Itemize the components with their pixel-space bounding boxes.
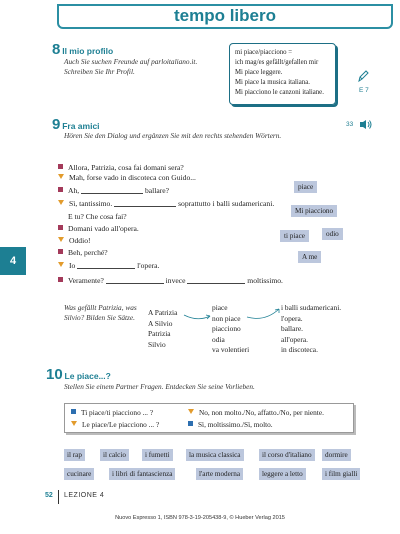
object-item: l'opera. bbox=[281, 313, 303, 323]
exercise-9-instruction: Hören Sie den Dialog und ergänzen Sie mit den rechts stehenden Wörtern. bbox=[64, 131, 282, 140]
object-item: i balli sudamericani. bbox=[281, 303, 342, 312]
answer-marker-icon bbox=[188, 409, 194, 414]
instruction-line: Silvio? Bilden Sie Sätze. bbox=[64, 313, 135, 322]
dialogue-line: Sì, tantissimo. soprattutto i balli sudamericani. bbox=[58, 199, 274, 209]
hobby-chip[interactable]: cucinare bbox=[64, 468, 94, 480]
hobby-chip[interactable]: i libri di fantascienza bbox=[109, 468, 175, 480]
exercise-10-title: Le piace...? bbox=[64, 371, 111, 381]
answer-blank[interactable] bbox=[77, 262, 135, 269]
dialogue-line: Beh, perché? bbox=[58, 248, 108, 258]
answer-marker-icon bbox=[188, 421, 193, 426]
dialogue-line: E tu? Che cosa fai? bbox=[68, 212, 127, 221]
word-chip[interactable]: Mi piacciono bbox=[291, 205, 337, 217]
verb-item: va volentieri bbox=[212, 345, 250, 354]
instruction-line: Was gefällt Patrizia, was bbox=[64, 303, 137, 312]
footer-divider bbox=[58, 490, 59, 504]
object-item: all'opera. bbox=[281, 334, 308, 344]
speaker-b-icon bbox=[58, 174, 64, 179]
word-chip[interactable]: odio bbox=[322, 228, 343, 240]
exercise-10-number: 10 bbox=[46, 366, 63, 383]
page-number: 52 bbox=[45, 492, 53, 499]
exercise-8-number: 8 bbox=[52, 41, 61, 58]
speaker-a-icon bbox=[58, 187, 63, 192]
object-column bbox=[281, 303, 341, 356]
dialogue-line: Oddio! bbox=[58, 236, 91, 246]
instruction-line: Auch Sie suchen Freunde auf parloitaliano.it. bbox=[64, 57, 198, 66]
exercise-8-heading bbox=[52, 41, 113, 58]
prompt-line: Le piace/Le piacciono ... ? bbox=[71, 420, 159, 430]
verb-item: piace bbox=[212, 303, 228, 312]
lesson-label: LEZIONE 4 bbox=[64, 492, 105, 499]
exercise-8-title: Il mio profilo bbox=[62, 46, 114, 56]
exercise-10-heading bbox=[46, 366, 111, 383]
subject-item: A Patrizia bbox=[148, 308, 178, 317]
word-chip[interactable]: ti piace bbox=[280, 230, 309, 242]
hobby-chip[interactable]: il rap bbox=[64, 449, 85, 461]
matching-instruction bbox=[64, 303, 137, 323]
verb-item: odia bbox=[212, 334, 225, 344]
object-item: ballare. bbox=[281, 324, 303, 333]
hobby-chip[interactable]: il corso d'italiano bbox=[259, 449, 315, 461]
chapter-tab: 4 bbox=[0, 247, 26, 275]
answer-blank[interactable] bbox=[187, 277, 245, 284]
dialogue-line: Io l'opera. bbox=[58, 261, 159, 271]
page-title: tempo libero bbox=[173, 6, 276, 25]
dialogue-line: Veramente? invece moltissimo. bbox=[58, 276, 283, 286]
grammar-line: Mi piace la musica italiana. bbox=[235, 79, 310, 86]
dialogue-line: Ah, ballare? bbox=[58, 186, 169, 196]
answer-blank[interactable] bbox=[106, 277, 164, 284]
hobby-chip[interactable]: il calcio bbox=[100, 449, 129, 461]
answer-blank[interactable] bbox=[81, 187, 143, 194]
speaker-a-icon bbox=[58, 277, 63, 282]
grammar-line: Mi piace leggere. bbox=[235, 69, 283, 76]
speaker-b-icon bbox=[58, 200, 64, 205]
subject-column bbox=[148, 308, 177, 350]
subject-item: Patrizia bbox=[148, 329, 171, 338]
exercise-8-instruction bbox=[64, 57, 197, 77]
prompt-line: Sì, moltissimo./Sì, molto. bbox=[188, 420, 273, 430]
pencil-icon bbox=[357, 69, 369, 85]
exercise-10-instruction: Stellen Sie einem Partner Fragen. Entdecken Sie seine Vorlieben. bbox=[64, 382, 255, 391]
speaker-a-icon bbox=[58, 225, 63, 230]
hobby-chip[interactable]: leggere a letto bbox=[259, 468, 306, 480]
grammar-line: mi piace/piacciono = bbox=[235, 49, 293, 56]
hobby-chip[interactable]: i fumetti bbox=[142, 449, 173, 461]
prompt-line: No, non molto./No, affatto./No, per niente. bbox=[188, 408, 324, 418]
exercise-9-number: 9 bbox=[52, 116, 61, 133]
verb-item: piacciono bbox=[212, 324, 241, 333]
copyright-credit: Nuovo Espresso 1, ISBN 978-3-19-205438-9, © Hueber Verlag 2015 bbox=[115, 515, 285, 521]
answer-blank[interactable] bbox=[114, 200, 176, 207]
hobby-chip[interactable]: dormire bbox=[322, 449, 351, 461]
grammar-line: Mi piacciono le canzoni italiane. bbox=[235, 89, 324, 96]
question-marker-icon bbox=[71, 421, 77, 426]
exercise-9-title: Fra amici bbox=[62, 121, 100, 131]
verb-item: non piace bbox=[212, 313, 241, 323]
subject-item: Silvio bbox=[148, 339, 166, 349]
word-chip[interactable]: piace bbox=[294, 181, 317, 193]
hobby-chip[interactable]: la musica classica bbox=[186, 449, 244, 461]
word-chip[interactable]: A me bbox=[298, 251, 321, 263]
subject-item: A Silvio bbox=[148, 318, 173, 328]
question-marker-icon bbox=[71, 409, 76, 414]
speaker-b-icon bbox=[58, 262, 64, 267]
instruction-line: Schreiben Sie Ihr Profil. bbox=[64, 67, 135, 76]
object-item: in discoteca. bbox=[281, 345, 318, 354]
speaker-a-icon bbox=[58, 164, 63, 169]
prompt-line: Ti piace/ti piacciono ... ? bbox=[71, 408, 153, 418]
grammar-box bbox=[229, 43, 336, 105]
dialogue-line: Allora, Patrizia, cosa fai domani sera? bbox=[58, 163, 184, 173]
example-connector-arrows bbox=[180, 303, 290, 333]
speaker-a-icon bbox=[58, 249, 63, 254]
exercise-ref: E 7 bbox=[359, 87, 369, 94]
audio-track-number: 33 bbox=[346, 121, 354, 128]
hobby-chip[interactable]: l'arte moderna bbox=[196, 468, 243, 480]
grammar-line: ich mag/es gefällt/gefallen mir bbox=[235, 59, 319, 66]
hobby-chip[interactable]: i film gialli bbox=[322, 468, 360, 480]
dialogue-line: Mah, forse vado in discoteca con Guido... bbox=[58, 173, 196, 183]
dialogue-line: Domani vado all'opera. bbox=[58, 224, 139, 234]
speaker-b-icon bbox=[58, 237, 64, 242]
audio-icon[interactable] bbox=[359, 119, 373, 132]
